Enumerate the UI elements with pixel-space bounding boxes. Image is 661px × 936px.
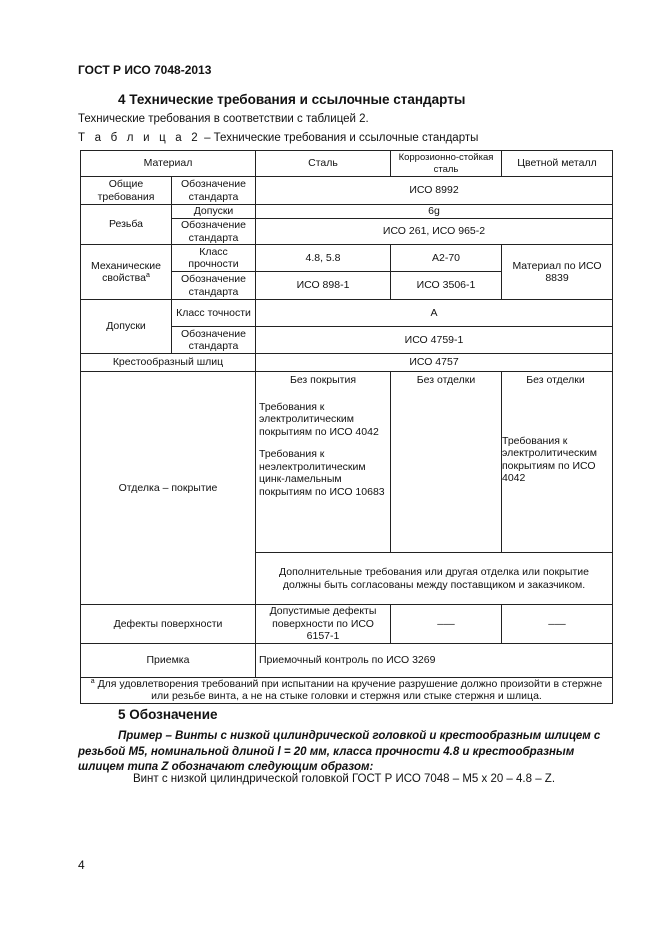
table-footnote — [81, 677, 613, 703]
acceptance-label: Приемка — [81, 643, 256, 677]
table-caption-text: – Технические требования и ссылочные стандарты — [200, 132, 479, 144]
head-steel: Сталь — [256, 151, 391, 177]
row-footnote — [81, 677, 613, 703]
thread-label: Резьба — [81, 205, 172, 245]
tolerances-std-label: Обозначение стандарта — [172, 327, 256, 354]
finish-steel-text1: Требования к электролитическим покрытиям по ИСО 4042 — [259, 400, 379, 438]
section-4-intro: Технические требования в соответствии с таблицей 2. — [78, 113, 369, 125]
section-5-title: 5 Обозначение — [118, 707, 218, 722]
designation-example: Пример – Винты с низкой цилиндрической головкой и крестообразным шлицем с резьбой M5, номинальной длиной l = 20 мм, класса прочности 4.8 и крестообразным шлицем типа Z обозначают следующим образом: — [78, 730, 601, 773]
general-std-label: Обозначение стандарта — [172, 177, 256, 205]
document-header: ГОСТ Р ИСО 7048-2013 — [78, 63, 212, 77]
finish-nonferrous-cell — [502, 372, 613, 553]
mech-footnote-mark: a — [145, 272, 150, 279]
defects-stainless: ––– — [391, 605, 502, 644]
mech-nonferrous: Материал по ИСО 8839 — [502, 245, 613, 300]
head-stainless: Коррозионно-стойкая сталь — [391, 151, 502, 177]
finish-stainless-head: Без отделки — [391, 372, 502, 553]
section-4-title: 4 Технические требования и ссылочные стандарты — [118, 92, 466, 107]
finish-label: Отделка – покрытие — [81, 372, 256, 605]
page-number: 4 — [78, 858, 85, 872]
defects-label: Дефекты поверхности — [81, 605, 256, 644]
mech-class-label: Класс прочности — [172, 245, 256, 272]
row-finish — [81, 372, 613, 553]
thread-std-value: ИСО 261, ИСО 965-2 — [256, 219, 613, 245]
finish-additional: Дополнительные требования или другая отделка или покрытие должны быть согласованы между поставщиком и заказчиком. — [256, 553, 613, 605]
mech-class-steel: 4.8, 5.8 — [256, 245, 391, 272]
mech-std-stainless: ИСО 3506-1 — [391, 272, 502, 300]
row-thread-tolerance — [81, 205, 613, 219]
finish-nonferrous-head: Без отделки — [526, 374, 585, 386]
tolerances-label: Допуски — [81, 300, 172, 354]
slot-value: ИСО 4757 — [256, 354, 613, 372]
mech-std-steel: ИСО 898-1 — [256, 272, 391, 300]
mech-label — [81, 245, 172, 300]
finish-steel-head: Без покрытия — [289, 374, 357, 386]
row-tolerance-class — [81, 300, 613, 327]
slot-label: Крестообразный шлиц — [81, 354, 256, 372]
tolerances-class-label: Класс точности — [172, 300, 256, 327]
finish-steel-text2: Требования к неэлектролитическим цинк-ламельным покрытиям по ИСО 10683 — [259, 448, 385, 498]
designation-string: Винт с низкой цилиндрической головкой ГОСТ Р ИСО 7048 – M5 x 20 – 4.8 – Z. — [132, 773, 556, 785]
thread-tol-value: 6g — [256, 205, 613, 219]
table-caption-prefix: Т а б л и ц а 2 — [78, 132, 201, 144]
tolerances-class-value: A — [256, 300, 613, 327]
mech-label-text: Механические свойства — [91, 259, 161, 284]
requirements-table — [80, 150, 613, 704]
table-header-row — [81, 151, 613, 177]
table-caption — [78, 132, 478, 144]
general-label: Общие требования — [81, 177, 172, 205]
defects-nonferrous: ––– — [502, 605, 613, 644]
general-std-value: ИСО 8992 — [256, 177, 613, 205]
footnote-mark: a — [90, 677, 95, 685]
head-material: Материал — [81, 151, 256, 177]
row-defects — [81, 605, 613, 644]
thread-tol-label: Допуски — [172, 205, 256, 219]
acceptance-value: Приемочный контроль по ИСО 3269 — [256, 643, 613, 677]
row-mech-class — [81, 245, 613, 272]
mech-std-label: Обозначение стандарта — [172, 272, 256, 300]
tolerances-std-value: ИСО 4759-1 — [256, 327, 613, 354]
defects-steel: Допустимые дефекты поверхности по ИСО 6157-1 — [256, 605, 391, 644]
finish-steel-cell — [256, 372, 391, 553]
finish-nonferrous-text: Требования к электролитическим покрытиям по ИСО 4042 — [502, 434, 597, 484]
row-acceptance — [81, 643, 613, 677]
footnote-text: Для удовлетворения требований при испытании на кручение разрушение должно произойти в стержне или резьбе винта, а не на стыке головки и стержня или стыке стержня и шлица. — [94, 677, 603, 702]
row-general — [81, 177, 613, 205]
row-slot — [81, 354, 613, 372]
thread-std-label: Обозначение стандарта — [172, 219, 256, 245]
mech-class-stainless: A2-70 — [391, 245, 502, 272]
head-nonferrous: Цветной металл — [502, 151, 613, 177]
